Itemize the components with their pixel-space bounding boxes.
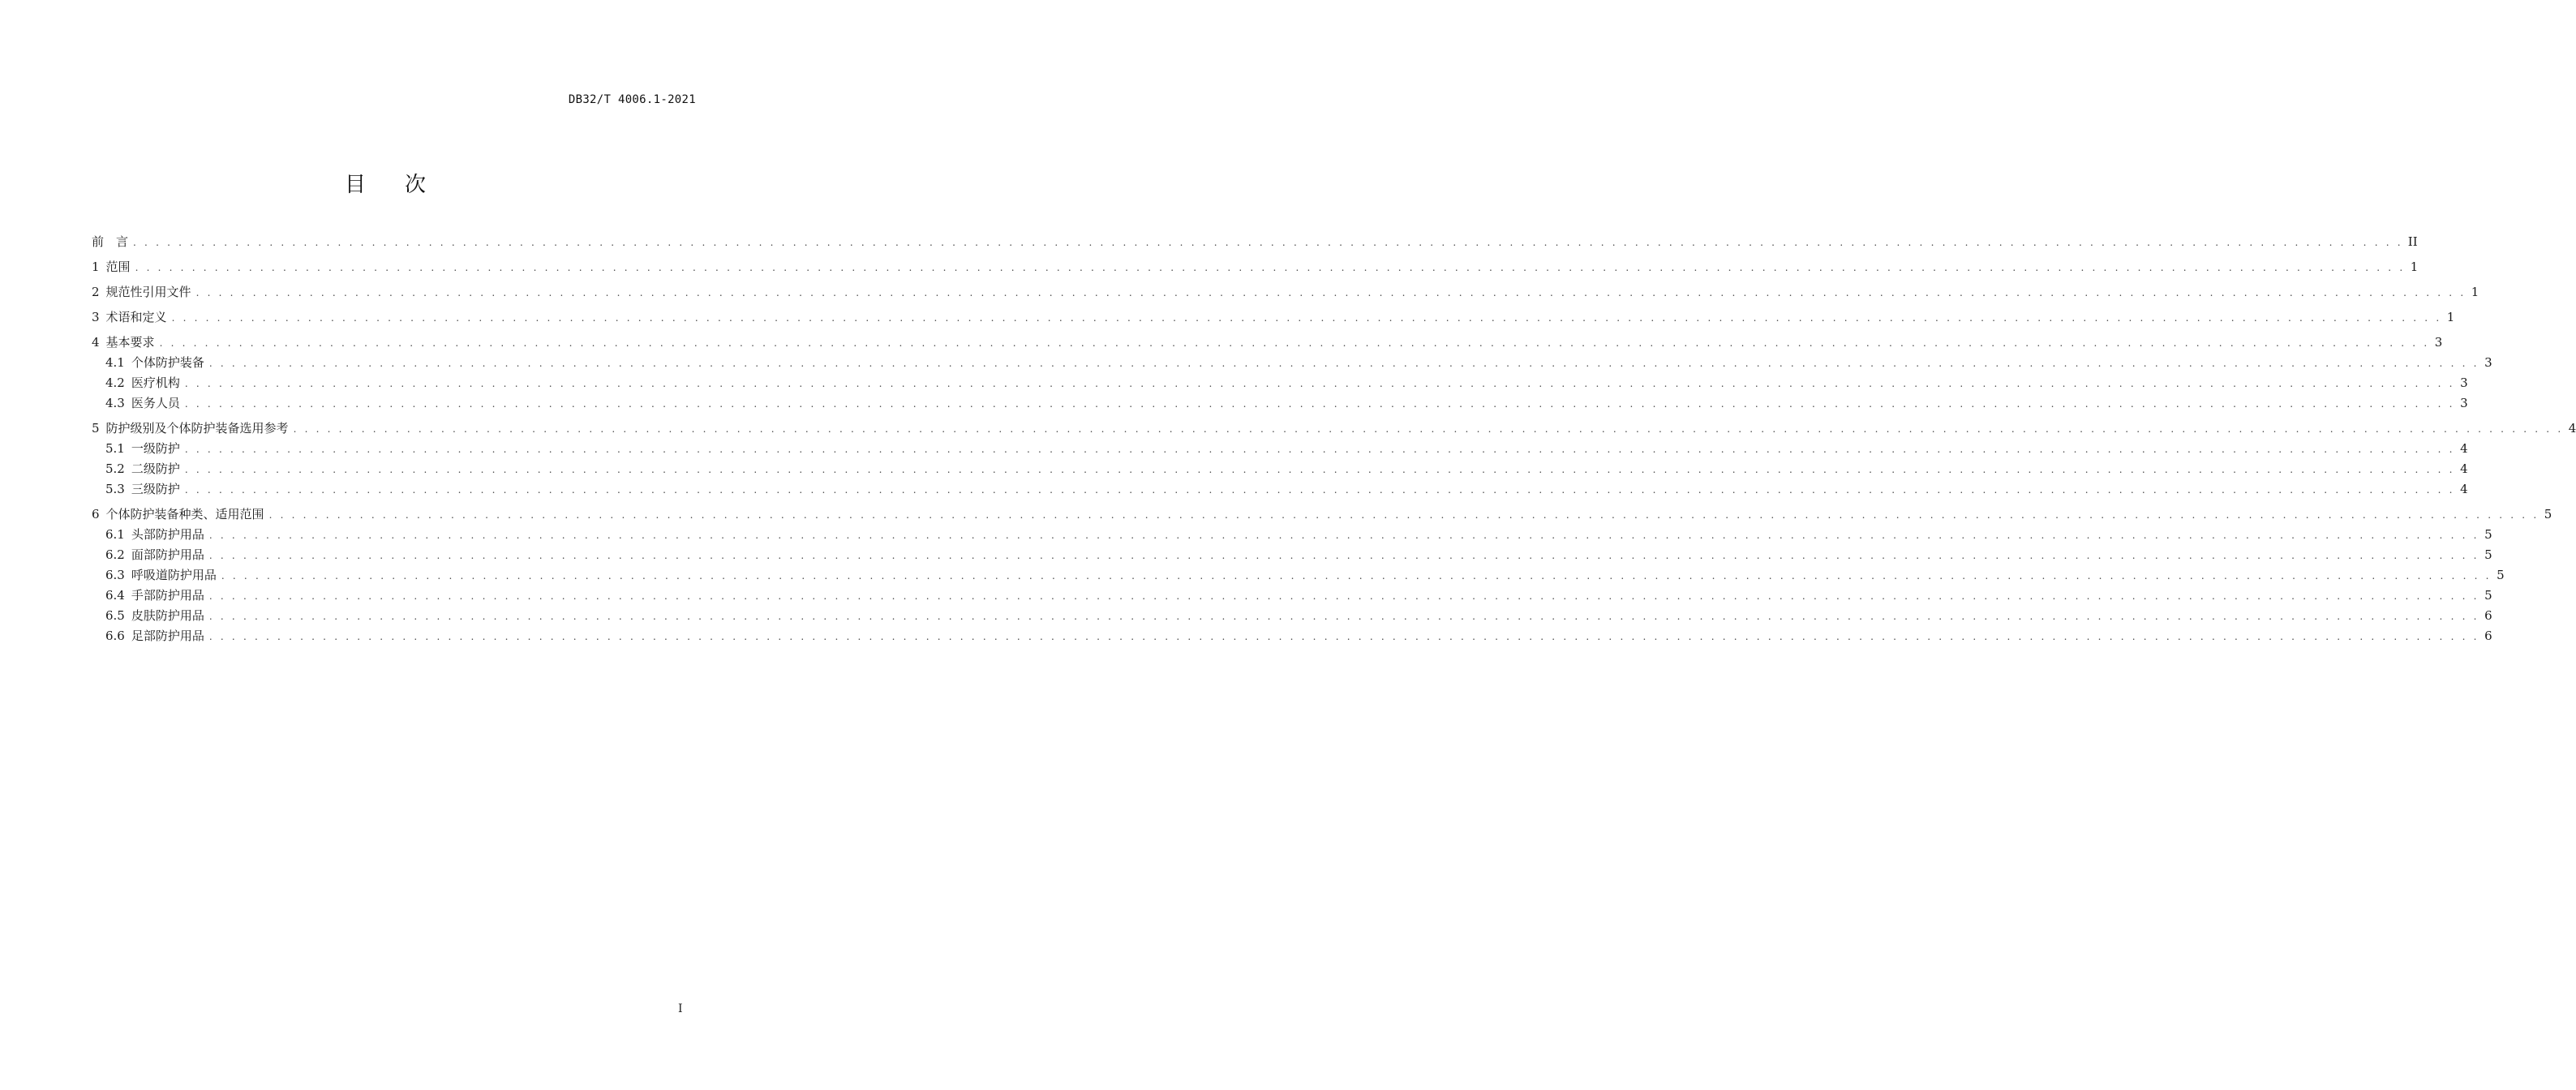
toc-entry[interactable]	[92, 393, 2468, 414]
toc-entry-page: 4	[2460, 441, 2468, 456]
toc-entry-text: 三级防护	[131, 482, 180, 496]
toc-entry-page: 3	[2434, 335, 2443, 350]
toc-entry-page: 6	[2484, 608, 2492, 623]
toc-entry-text: 个体防护装备	[131, 355, 204, 370]
toc-entry-number: 6.3	[105, 568, 125, 582]
title-char-2: 次	[405, 173, 427, 197]
toc-entry-label	[105, 545, 204, 565]
toc-entry-text: 前 言	[92, 234, 129, 249]
toc-entry-page: 1	[2471, 285, 2479, 299]
toc-entry-number: 6.1	[105, 527, 125, 542]
toc-entry[interactable]	[92, 257, 2419, 277]
toc-entry-label	[105, 565, 217, 586]
page-number: I	[678, 1002, 683, 1015]
toc-entry-text: 术语和定义	[105, 310, 167, 324]
toc-entry-label	[92, 333, 155, 353]
standard-code: DB32/T 4006.1-2021	[568, 93, 696, 106]
toc-entry-number: 6	[92, 507, 100, 521]
toc-entry[interactable]	[92, 565, 2505, 586]
toc-entry-label	[105, 459, 180, 479]
toc-entry-label	[105, 479, 180, 500]
toc-entry-text: 手部防护用品	[131, 588, 204, 603]
toc-entry-label	[92, 418, 289, 439]
toc-entry-label	[92, 504, 264, 525]
toc-entry-label	[105, 393, 180, 414]
toc-entry[interactable]	[92, 545, 2492, 565]
toc-entry-text: 面部防护用品	[131, 547, 204, 562]
toc-entry[interactable]	[92, 606, 2492, 626]
toc-leader-dots: . . . . . . . . . . . . . . . . . . . . . . . . . . . . . . . . . . . . . . . . . . . . . . . . . . . . . . . . . . . . . . . . . . . . . . . . . . . . . . . . . . . . . . . . . . . . . . . . . . . . . . . . . . . . . . . . . . . . . . . . . . . . . . . . . . . . . . . . . . . . . . . . . . . . . . . . . . . . . . . . . . . . . . . . . . . . . . . . . . . . . . . . . . . . . . . . . . . . . . . .	[184, 398, 2455, 410]
table-of-contents	[92, 232, 2576, 646]
toc-entry[interactable]	[92, 586, 2492, 606]
toc-entry[interactable]	[92, 418, 2576, 439]
toc-leader-dots: . . . . . . . . . . . . . . . . . . . . . . . . . . . . . . . . . . . . . . . . . . . . . . . . . . . . . . . . . . . . . . . . . . . . . . . . . . . . . . . . . . . . . . . . . . . . . . . . . . . . . . . . . . . . . . . . . . . . . . . . . . . . . . . . . . . . . . . . . . . . . . . . . . . . . . . . . . . . . . . . . . . . . . . . . . . . . . . . . . . . . . . . . . . . . . . . . . . . . . . .	[159, 337, 2430, 349]
toc-entry-number: 4.1	[105, 355, 125, 370]
toc-entry-number: 6.4	[105, 588, 125, 603]
toc-entry-text: 皮肤防护用品	[131, 608, 204, 623]
toc-entry[interactable]	[92, 626, 2492, 646]
toc-entry-text: 基本要求	[105, 335, 155, 350]
toc-leader-dots: . . . . . . . . . . . . . . . . . . . . . . . . . . . . . . . . . . . . . . . . . . . . . . . . . . . . . . . . . . . . . . . . . . . . . . . . . . . . . . . . . . . . . . . . . . . . . . . . . . . . . . . . . . . . . . . . . . . . . . . . . . . . . . . . . . . . . . . . . . . . . . . . . . . . . . . . . . . . . . . . . . . . . . . . . . . . . . . . . . . . . . . . . . . . . . . . . . . . . . . .	[171, 312, 2442, 324]
toc-leader-dots: . . . . . . . . . . . . . . . . . . . . . . . . . . . . . . . . . . . . . . . . . . . . . . . . . . . . . . . . . . . . . . . . . . . . . . . . . . . . . . . . . . . . . . . . . . . . . . . . . . . . . . . . . . . . . . . . . . . . . . . . . . . . . . . . . . . . . . . . . . . . . . . . . . . . . . . . . . . . . . . . . . . . . . . . . . . . . . . . . . . . . . . . . . . . . . . . . . . . . . . .	[195, 287, 2467, 298]
toc-entry-number: 5.1	[105, 441, 125, 456]
toc-entry-text: 医务人员	[131, 396, 180, 410]
toc-entry-page: 5	[2484, 527, 2492, 542]
toc-entry-number: 4	[92, 335, 100, 350]
toc-leader-dots: . . . . . . . . . . . . . . . . . . . . . . . . . . . . . . . . . . . . . . . . . . . . . . . . . . . . . . . . . . . . . . . . . . . . . . . . . . . . . . . . . . . . . . . . . . . . . . . . . . . . . . . . . . . . . . . . . . . . . . . . . . . . . . . . . . . . . . . . . . . . . . . . . . . . . . . . . . . . . . . . . . . . . . . . . . . . . . . . . . . . . . . . . . . . . . . . . . . . . . . .	[268, 509, 2540, 521]
title-char-1: 目	[344, 173, 366, 197]
toc-entry-number: 4.3	[105, 396, 125, 410]
toc-entry-number: 4.2	[105, 375, 125, 390]
toc-entry-label	[105, 626, 204, 646]
toc-leader-dots: . . . . . . . . . . . . . . . . . . . . . . . . . . . . . . . . . . . . . . . . . . . . . . . . . . . . . . . . . . . . . . . . . . . . . . . . . . . . . . . . . . . . . . . . . . . . . . . . . . . . . . . . . . . . . . . . . . . . . . . . . . . . . . . . . . . . . . . . . . . . . . . . . . . . . . . . . . . . . . . . . . . . . . . . . . . . . . . . . . . . . . . . . . . . . . . . . . . . . . . .	[184, 378, 2455, 389]
toc-entry-number: 5.2	[105, 461, 125, 476]
toc-entry-page: 4	[2460, 461, 2468, 476]
toc-entry[interactable]	[92, 282, 2479, 303]
toc-entry[interactable]	[92, 333, 2443, 353]
toc-leader-dots: . . . . . . . . . . . . . . . . . . . . . . . . . . . . . . . . . . . . . . . . . . . . . . . . . . . . . . . . . . . . . . . . . . . . . . . . . . . . . . . . . . . . . . . . . . . . . . . . . . . . . . . . . . . . . . . . . . . . . . . . . . . . . . . . . . . . . . . . . . . . . . . . . . . . . . . . . . . . . . . . . . . . . . . . . . . . . . . . . . . . . . . . . . . . . . . . . . . . . . . .	[221, 570, 2492, 581]
toc-entry-text: 足部防护用品	[131, 629, 204, 643]
toc-entry-page: 3	[2460, 375, 2468, 390]
toc-entry[interactable]	[92, 439, 2468, 459]
toc-leader-dots: . . . . . . . . . . . . . . . . . . . . . . . . . . . . . . . . . . . . . . . . . . . . . . . . . . . . . . . . . . . . . . . . . . . . . . . . . . . . . . . . . . . . . . . . . . . . . . . . . . . . . . . . . . . . . . . . . . . . . . . . . . . . . . . . . . . . . . . . . . . . . . . . . . . . . . . . . . . . . . . . . . . . . . . . . . . . . . . . . . . . . . . . . . . . . . . . . . . . . . . .	[184, 444, 2455, 455]
toc-entry-text: 规范性引用文件	[105, 285, 191, 299]
toc-entry[interactable]	[92, 479, 2468, 500]
toc-entry-page: 4	[2568, 421, 2576, 436]
toc-leader-dots: . . . . . . . . . . . . . . . . . . . . . . . . . . . . . . . . . . . . . . . . . . . . . . . . . . . . . . . . . . . . . . . . . . . . . . . . . . . . . . . . . . . . . . . . . . . . . . . . . . . . . . . . . . . . . . . . . . . . . . . . . . . . . . . . . . . . . . . . . . . . . . . . . . . . . . . . . . . . . . . . . . . . . . . . . . . . . . . . . . . . . . . . . . . . . . . . . . . . . . . .	[184, 464, 2455, 475]
toc-entry-page: 1	[2446, 310, 2455, 324]
toc-entry[interactable]	[92, 373, 2468, 393]
toc-entry-page: 5	[2484, 547, 2492, 562]
toc-entry-number: 1	[92, 260, 100, 274]
toc-entry-label	[105, 586, 204, 606]
toc-leader-dots: . . . . . . . . . . . . . . . . . . . . . . . . . . . . . . . . . . . . . . . . . . . . . . . . . . . . . . . . . . . . . . . . . . . . . . . . . . . . . . . . . . . . . . . . . . . . . . . . . . . . . . . . . . . . . . . . . . . . . . . . . . . . . . . . . . . . . . . . . . . . . . . . . . . . . . . . . . . . . . . . . . . . . . . . . . . . . . . . . . . . . . . . . . . . . . . . . . . . . . . .	[208, 590, 2479, 602]
toc-entry-number: 6.5	[105, 608, 125, 623]
toc-leader-dots: . . . . . . . . . . . . . . . . . . . . . . . . . . . . . . . . . . . . . . . . . . . . . . . . . . . . . . . . . . . . . . . . . . . . . . . . . . . . . . . . . . . . . . . . . . . . . . . . . . . . . . . . . . . . . . . . . . . . . . . . . . . . . . . . . . . . . . . . . . . . . . . . . . . . . . . . . . . . . . . . . . . . . . . . . . . . . . . . . . . . . . . . . . . . . . . . . . . . . . . .	[135, 262, 2406, 273]
toc-leader-dots: . . . . . . . . . . . . . . . . . . . . . . . . . . . . . . . . . . . . . . . . . . . . . . . . . . . . . . . . . . . . . . . . . . . . . . . . . . . . . . . . . . . . . . . . . . . . . . . . . . . . . . . . . . . . . . . . . . . . . . . . . . . . . . . . . . . . . . . . . . . . . . . . . . . . . . . . . . . . . . . . . . . . . . . . . . . . . . . . . . . . . . . . . . . . . . . . . . . . . . . .	[208, 358, 2479, 369]
toc-entry-label	[105, 353, 204, 373]
toc-entry[interactable]	[92, 525, 2492, 545]
toc-entry-label	[105, 373, 180, 393]
toc-entry-label	[92, 282, 191, 303]
toc-entry-page: 3	[2460, 396, 2468, 410]
toc-entry-page: 5	[2544, 507, 2552, 521]
toc-entry-number: 5	[92, 421, 100, 436]
toc-entry-number: 6.6	[105, 629, 125, 643]
toc-entry-page: II	[2407, 234, 2418, 249]
toc-entry[interactable]	[92, 307, 2455, 328]
toc-entry-text: 范围	[105, 260, 131, 274]
toc-leader-dots: . . . . . . . . . . . . . . . . . . . . . . . . . . . . . . . . . . . . . . . . . . . . . . . . . . . . . . . . . . . . . . . . . . . . . . . . . . . . . . . . . . . . . . . . . . . . . . . . . . . . . . . . . . . . . . . . . . . . . . . . . . . . . . . . . . . . . . . . . . . . . . . . . . . . . . . . . . . . . . . . . . . . . . . . . . . . . . . . . . . . . . . . . . . . . . . . . . . . . . . .	[208, 631, 2479, 642]
toc-entry[interactable]	[92, 232, 2418, 252]
toc-entry[interactable]	[92, 459, 2468, 479]
toc-leader-dots: . . . . . . . . . . . . . . . . . . . . . . . . . . . . . . . . . . . . . . . . . . . . . . . . . . . . . . . . . . . . . . . . . . . . . . . . . . . . . . . . . . . . . . . . . . . . . . . . . . . . . . . . . . . . . . . . . . . . . . . . . . . . . . . . . . . . . . . . . . . . . . . . . . . . . . . . . . . . . . . . . . . . . . . . . . . . . . . . . . . . . . . . . . . . . . . . . . . . . . . .	[208, 530, 2479, 541]
toc-entry-page: 5	[2497, 568, 2505, 582]
toc-entry-text: 防护级别及个体防护装备选用参考	[105, 421, 289, 436]
toc-entry-label	[105, 525, 204, 545]
page-title	[0, 168, 771, 198]
toc-entry-label	[92, 257, 131, 277]
toc-entry-text: 二级防护	[131, 461, 180, 476]
toc-entry-number: 3	[92, 310, 100, 324]
toc-entry-label	[92, 307, 167, 328]
toc-entry-text: 一级防护	[131, 441, 180, 456]
toc-entry-page: 4	[2460, 482, 2468, 496]
toc-entry-number: 6.2	[105, 547, 125, 562]
toc-leader-dots: . . . . . . . . . . . . . . . . . . . . . . . . . . . . . . . . . . . . . . . . . . . . . . . . . . . . . . . . . . . . . . . . . . . . . . . . . . . . . . . . . . . . . . . . . . . . . . . . . . . . . . . . . . . . . . . . . . . . . . . . . . . . . . . . . . . . . . . . . . . . . . . . . . . . . . . . . . . . . . . . . . . . . . . . . . . . . . . . . . . . . . . . . . . . . . . . . . . . . . . .	[133, 237, 2403, 248]
toc-entry-label	[92, 232, 128, 252]
toc-entry-text: 个体防护装备种类、适用范围	[105, 507, 264, 521]
toc-entry-page: 5	[2484, 588, 2492, 603]
toc-entry-text: 医疗机构	[131, 375, 180, 390]
toc-leader-dots: . . . . . . . . . . . . . . . . . . . . . . . . . . . . . . . . . . . . . . . . . . . . . . . . . . . . . . . . . . . . . . . . . . . . . . . . . . . . . . . . . . . . . . . . . . . . . . . . . . . . . . . . . . . . . . . . . . . . . . . . . . . . . . . . . . . . . . . . . . . . . . . . . . . . . . . . . . . . . . . . . . . . . . . . . . . . . . . . . . . . . . . . . . . . . . . . . . . . . . . .	[293, 423, 2564, 435]
toc-entry-text: 头部防护用品	[131, 527, 204, 542]
toc-entry-number: 2	[92, 285, 100, 299]
toc-entry-page: 3	[2484, 355, 2492, 370]
toc-leader-dots: . . . . . . . . . . . . . . . . . . . . . . . . . . . . . . . . . . . . . . . . . . . . . . . . . . . . . . . . . . . . . . . . . . . . . . . . . . . . . . . . . . . . . . . . . . . . . . . . . . . . . . . . . . . . . . . . . . . . . . . . . . . . . . . . . . . . . . . . . . . . . . . . . . . . . . . . . . . . . . . . . . . . . . . . . . . . . . . . . . . . . . . . . . . . . . . . . . . . . . . .	[208, 550, 2479, 561]
toc-entry-number: 5.3	[105, 482, 125, 496]
toc-entry[interactable]	[92, 353, 2492, 373]
toc-entry[interactable]	[92, 504, 2552, 525]
toc-leader-dots: . . . . . . . . . . . . . . . . . . . . . . . . . . . . . . . . . . . . . . . . . . . . . . . . . . . . . . . . . . . . . . . . . . . . . . . . . . . . . . . . . . . . . . . . . . . . . . . . . . . . . . . . . . . . . . . . . . . . . . . . . . . . . . . . . . . . . . . . . . . . . . . . . . . . . . . . . . . . . . . . . . . . . . . . . . . . . . . . . . . . . . . . . . . . . . . . . . . . . . . .	[208, 611, 2479, 622]
toc-leader-dots: . . . . . . . . . . . . . . . . . . . . . . . . . . . . . . . . . . . . . . . . . . . . . . . . . . . . . . . . . . . . . . . . . . . . . . . . . . . . . . . . . . . . . . . . . . . . . . . . . . . . . . . . . . . . . . . . . . . . . . . . . . . . . . . . . . . . . . . . . . . . . . . . . . . . . . . . . . . . . . . . . . . . . . . . . . . . . . . . . . . . . . . . . . . . . . . . . . . . . . . .	[184, 484, 2455, 496]
toc-entry-page: 1	[2410, 260, 2419, 274]
toc-entry-page: 6	[2484, 629, 2492, 643]
toc-entry-text: 呼吸道防护用品	[131, 568, 217, 582]
toc-entry-label	[105, 606, 204, 626]
toc-entry-label	[105, 439, 180, 459]
